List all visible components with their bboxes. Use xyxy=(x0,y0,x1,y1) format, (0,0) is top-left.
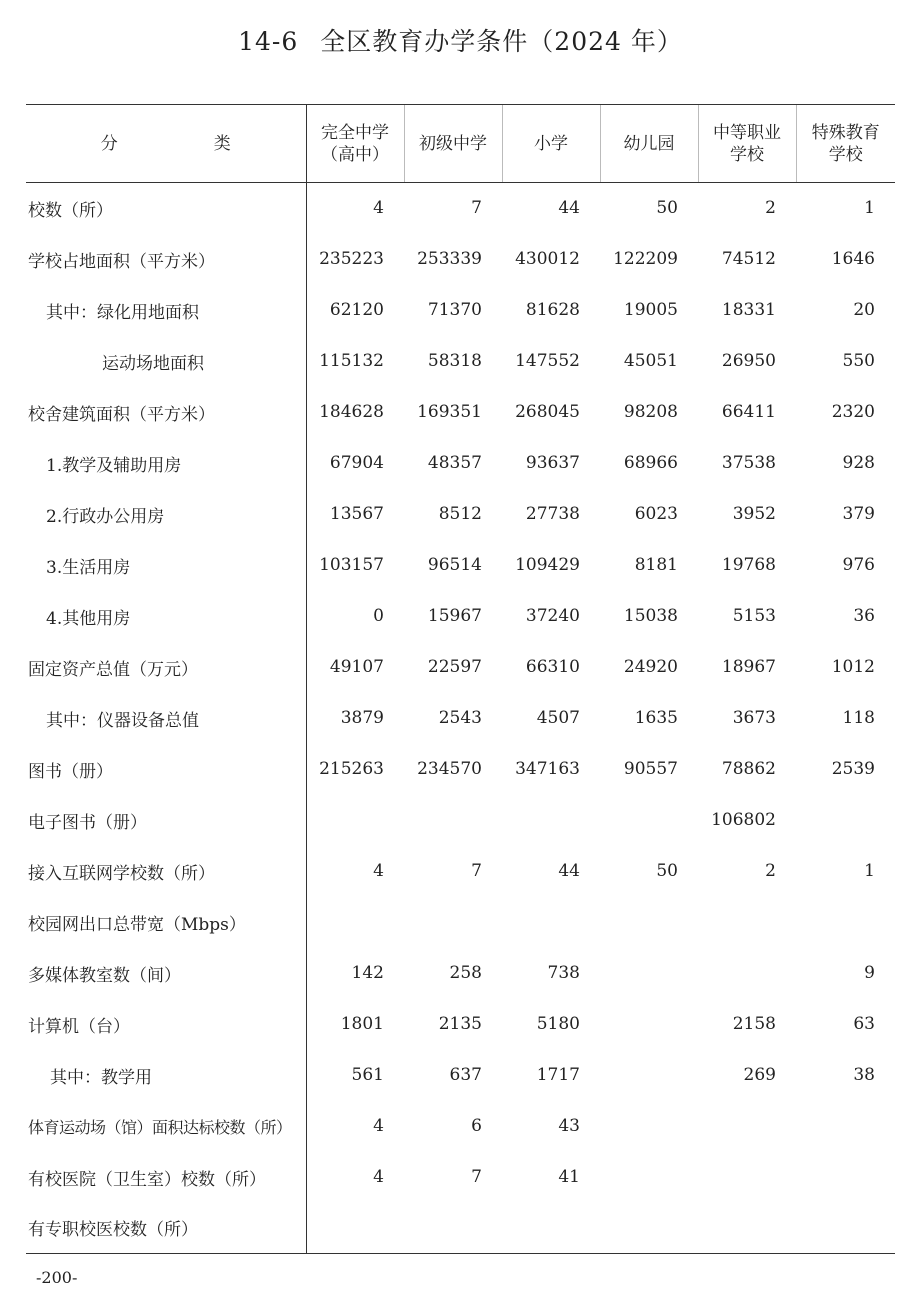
table-cell: 3952 xyxy=(732,504,776,524)
table-cell: 3673 xyxy=(732,708,776,728)
table-row xyxy=(26,846,895,897)
table-cell xyxy=(796,795,895,846)
table-row xyxy=(26,591,895,642)
table-cell: 63 xyxy=(853,1014,875,1034)
row-label: 校数（所） xyxy=(28,200,113,221)
table-cell: 430012 xyxy=(515,249,580,269)
row-label: 2.行政办公用房 xyxy=(46,506,165,527)
table-cell: 19768 xyxy=(721,555,776,575)
table-cell: 26950 xyxy=(721,351,776,371)
table-cell xyxy=(502,795,600,846)
table-cell xyxy=(502,1203,600,1254)
table-cell: 122209 xyxy=(613,249,678,269)
table-cell: 27738 xyxy=(525,504,580,524)
table-cell: 13567 xyxy=(306,489,404,540)
table-cell: 66310 xyxy=(525,657,580,677)
table-row xyxy=(26,387,895,438)
table-number: 14-6 xyxy=(238,27,299,56)
table-cell: 0 xyxy=(306,591,404,642)
table-cell: 1012 xyxy=(831,657,875,677)
table-cell: 9 xyxy=(864,963,875,983)
table-cell: 18967 xyxy=(721,657,776,677)
table-cell: 928 xyxy=(842,453,875,473)
table-cell: 74512 xyxy=(721,249,776,269)
table-cell: 67904 xyxy=(306,438,404,489)
table-cell: 2539 xyxy=(831,759,875,779)
row-label: 其中：绿化用地面积 xyxy=(46,302,199,323)
table-cell: 6 xyxy=(471,1116,482,1136)
table-cell: 738 xyxy=(547,963,580,983)
row-label: 有校医院（卫生室）校数（所） xyxy=(28,1169,266,1190)
row-label: 校园网出口总带宽（Mbps） xyxy=(28,914,246,935)
table-cell xyxy=(698,1152,796,1203)
table-row xyxy=(26,234,895,285)
table-cell: 93637 xyxy=(525,453,580,473)
table-row xyxy=(26,948,895,999)
table-cell: 1 xyxy=(864,861,875,881)
row-label: 校舍建筑面积（平方米） xyxy=(28,404,215,425)
table-cell: 1635 xyxy=(634,708,678,728)
row-label: 电子图书（册） xyxy=(28,812,147,833)
table-cell: 18331 xyxy=(721,300,776,320)
table-cell xyxy=(796,1152,895,1203)
table-cell: 4 xyxy=(306,1101,404,1152)
table-row xyxy=(26,1050,895,1101)
table-cell: 142 xyxy=(306,948,404,999)
table-row xyxy=(26,1203,895,1254)
table-cell xyxy=(698,1101,796,1152)
table-cell: 637 xyxy=(449,1065,482,1085)
table-cell: 550 xyxy=(842,351,875,371)
header-column xyxy=(698,105,796,183)
table-row xyxy=(26,1101,895,1152)
table-cell: 4 xyxy=(306,846,404,897)
table-cell xyxy=(600,795,698,846)
table-cell: 81628 xyxy=(525,300,580,320)
header-column-line1: 小学 xyxy=(534,133,568,154)
table-row xyxy=(26,183,895,234)
header-column xyxy=(404,105,502,183)
header-column-line2: （高中） xyxy=(321,144,389,165)
table-row xyxy=(26,642,895,693)
table-cell: 379 xyxy=(842,504,875,524)
table-cell: 71370 xyxy=(427,300,482,320)
header-category xyxy=(26,105,306,183)
table-cell: 15038 xyxy=(623,606,678,626)
header-column-line1: 初级中学 xyxy=(419,133,487,154)
table-cell: 7 xyxy=(471,198,482,219)
table-cell: 1801 xyxy=(306,999,404,1050)
table-row xyxy=(26,540,895,591)
row-label: 多媒体教室数（间） xyxy=(28,965,181,986)
table-cell: 50 xyxy=(656,861,678,881)
row-label: 有专职校医校数（所） xyxy=(26,1203,306,1254)
table-cell xyxy=(796,897,895,948)
table-cell xyxy=(600,999,698,1050)
table-cell: 268045 xyxy=(515,402,580,422)
header-column-line1: 幼儿园 xyxy=(623,133,675,154)
table-cell: 66411 xyxy=(721,402,776,422)
table-cell xyxy=(600,1203,698,1254)
table-row xyxy=(26,897,895,948)
table-cell: 45051 xyxy=(623,351,678,371)
table-row xyxy=(26,285,895,336)
table-cell: 2135 xyxy=(438,1014,482,1034)
table-cell: 62120 xyxy=(306,285,404,336)
table-cell xyxy=(698,897,796,948)
table-cell: 15967 xyxy=(427,606,482,626)
table-cell xyxy=(796,1101,895,1152)
table-cell xyxy=(404,1203,502,1254)
table-cell xyxy=(600,1101,698,1152)
table-cell: 8512 xyxy=(438,504,482,524)
table-row xyxy=(26,1152,895,1203)
table-cell xyxy=(698,1203,796,1254)
row-label: 固定资产总值（万元） xyxy=(28,659,198,680)
header-column-line1: 完全中学 xyxy=(321,122,389,143)
education-conditions-table-container xyxy=(26,104,895,1254)
table-row xyxy=(26,438,895,489)
table-cell xyxy=(796,1203,895,1254)
header-row xyxy=(26,105,895,183)
table-cell: 109429 xyxy=(515,555,580,575)
table-cell: 106802 xyxy=(711,810,776,830)
table-cell: 37240 xyxy=(525,606,580,626)
table-row xyxy=(26,336,895,387)
table-cell: 269 xyxy=(743,1065,776,1085)
header-column xyxy=(600,105,698,183)
row-label: 运动场地面积 xyxy=(102,353,204,374)
table-cell: 8181 xyxy=(634,555,678,575)
row-label: 图书（册） xyxy=(28,761,113,782)
table-cell: 49107 xyxy=(306,642,404,693)
table-cell: 2320 xyxy=(831,402,875,422)
table-cell: 41 xyxy=(558,1167,580,1187)
table-cell xyxy=(306,897,404,948)
table-cell: 36 xyxy=(853,606,875,626)
row-label: 1.教学及辅助用房 xyxy=(46,455,182,476)
header-category-b: 类 xyxy=(213,133,231,154)
table-cell: 184628 xyxy=(306,387,404,438)
table-cell: 58318 xyxy=(427,351,482,371)
header-column-line2: 学校 xyxy=(828,144,863,165)
table-cell: 347163 xyxy=(515,759,580,779)
table-cell: 2158 xyxy=(732,1014,776,1034)
table-cell: 2543 xyxy=(438,708,482,728)
table-cell: 7 xyxy=(471,861,482,881)
row-label: 体育运动场（馆）面积达标校数（所） xyxy=(28,1117,292,1137)
table-cell: 19005 xyxy=(623,300,678,320)
table-cell: 5153 xyxy=(732,606,776,626)
table-cell xyxy=(502,897,600,948)
table-cell xyxy=(600,1152,698,1203)
table-cell xyxy=(600,897,698,948)
table-cell: 96514 xyxy=(427,555,482,575)
table-cell: 98208 xyxy=(623,402,678,422)
table-cell: 215263 xyxy=(306,744,404,795)
table-cell: 43 xyxy=(558,1116,580,1136)
row-label: 其中：教学用 xyxy=(50,1067,152,1088)
table-title: 全区教育办学条件（2024 年） xyxy=(320,27,683,56)
table-row xyxy=(26,744,895,795)
table-cell xyxy=(404,795,502,846)
table-cell: 561 xyxy=(306,1050,404,1101)
page-title xyxy=(0,22,921,58)
table-cell: 103157 xyxy=(306,540,404,591)
page-number: -200- xyxy=(36,1268,78,1287)
table-cell: 1717 xyxy=(536,1065,580,1085)
table-cell: 37538 xyxy=(721,453,776,473)
header-column xyxy=(306,105,404,183)
table-cell: 24920 xyxy=(623,657,678,677)
table-cell: 115132 xyxy=(306,336,404,387)
table-cell: 7 xyxy=(471,1167,482,1187)
table-cell: 4507 xyxy=(536,708,580,728)
table-cell xyxy=(600,948,698,999)
table-cell xyxy=(306,1203,404,1254)
table-cell: 169351 xyxy=(417,402,482,422)
table-cell: 4 xyxy=(306,1152,404,1203)
table-cell: 234570 xyxy=(417,759,482,779)
table-cell: 78862 xyxy=(721,759,776,779)
table-cell: 1646 xyxy=(831,249,875,269)
education-conditions-table xyxy=(26,104,895,1254)
table-cell: 147552 xyxy=(515,351,580,371)
table-cell: 235223 xyxy=(306,234,404,285)
table-cell xyxy=(404,897,502,948)
table-cell: 6023 xyxy=(634,504,678,524)
table-cell xyxy=(698,948,796,999)
row-label: 接入互联网学校数（所） xyxy=(28,863,215,884)
header-column xyxy=(796,105,895,183)
table-cell: 90557 xyxy=(623,759,678,779)
row-label: 学校占地面积（平方米） xyxy=(28,251,215,272)
row-label: 3.生活用房 xyxy=(46,557,131,578)
row-label: 其中：仪器设备总值 xyxy=(46,710,199,731)
table-cell: 68966 xyxy=(623,453,678,473)
table-cell: 20 xyxy=(853,300,875,320)
table-cell: 2 xyxy=(765,198,776,219)
table-cell: 2 xyxy=(765,861,776,881)
table-row xyxy=(26,693,895,744)
table-cell: 50 xyxy=(656,198,678,219)
table-cell: 48357 xyxy=(427,453,482,473)
table-cell: 3879 xyxy=(306,693,404,744)
row-label: 计算机（台） xyxy=(28,1016,130,1037)
table-cell: 22597 xyxy=(427,657,482,677)
header-category-a: 分 xyxy=(100,133,118,154)
table-cell: 4 xyxy=(306,183,404,234)
table-row xyxy=(26,999,895,1050)
header-column-line1: 中等职业 xyxy=(713,122,781,143)
table-row xyxy=(26,489,895,540)
row-label: 4.其他用房 xyxy=(46,608,131,629)
table-cell: 258 xyxy=(449,963,482,983)
header-column xyxy=(502,105,600,183)
table-cell: 5180 xyxy=(536,1014,580,1034)
table-cell: 38 xyxy=(853,1065,875,1085)
table-cell: 253339 xyxy=(417,249,482,269)
table-body xyxy=(26,183,895,1254)
table-cell xyxy=(306,795,404,846)
table-row xyxy=(26,795,895,846)
table-cell xyxy=(600,1050,698,1101)
table-cell: 44 xyxy=(558,198,580,219)
header-column-line1: 特殊教育 xyxy=(811,122,880,143)
table-cell: 1 xyxy=(864,198,875,219)
table-cell: 44 xyxy=(558,861,580,881)
table-cell: 976 xyxy=(842,555,875,575)
header-column-line2: 学校 xyxy=(730,144,764,165)
table-cell: 118 xyxy=(842,708,875,728)
